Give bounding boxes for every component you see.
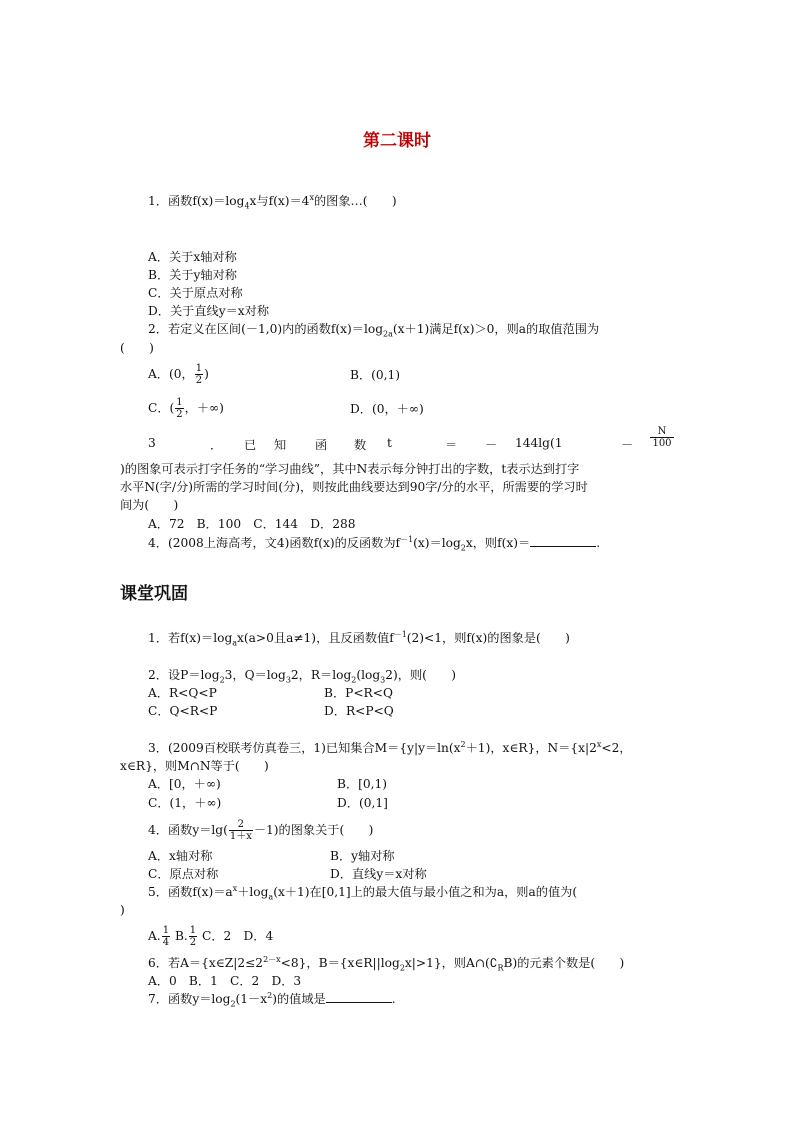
ex6-options: A．0 B．1 C．2 D．3 (148, 974, 302, 988)
q2-option-a: A．(0， $\frac{1}{2}$ ) (148, 363, 209, 386)
question-2-cont: ( ) (120, 341, 154, 355)
fraction: $\frac{1}{4}$ (162, 925, 170, 948)
fraction: $\frac{1}{2}$ (195, 363, 203, 386)
answer-blank (326, 991, 392, 1003)
exercise-2: 2．设$P=\log_23$，$Q=\log_32$，$R=\log_2(\log_32)$，则( ) (148, 668, 457, 685)
exercise-4: 4．函数y＝lg( $\frac{2}{1+x}$ －1)的图象关于( ) (148, 819, 374, 842)
q2-option-b: B．(0,1) (350, 368, 401, 382)
exercise-1: 1．若$f(x)=\log_ax(a>0$且a≠1)，且反函数值$f^{-1}(2)<1$，则f(x)的图象是( ) (148, 629, 570, 648)
ex3-option-b: B．[0,1) (337, 777, 388, 791)
fraction: $\frac{2}{1+x}$ (229, 819, 252, 842)
q3-options: A．72 B．100 C．144 D．288 (148, 517, 356, 531)
question-2: 2．若定义在区间(－1,0)内的函数$f(x)=\log_{2a}(x+1)$满足f(x)＞0，则a的取值范围为 (148, 322, 600, 339)
ex3-option-d: D．(0,1] (337, 796, 388, 810)
question-3-line4: 间为( ) (120, 498, 179, 512)
fraction: $\frac{N}{100}$ (650, 426, 674, 449)
exercise-6: 6．若$A=\{x\in Z|2\le 2^{2-x}<8\}$，$B=\{x\in R||\log_2x|>1\}$，则$A\cap(∁_RB)$的元素个数是( ) (148, 954, 625, 973)
q1-option-b: B．关于y轴对称 (148, 268, 237, 282)
question-3-line2: )的图象可表示打字任务的“学习曲线”，其中N表示每分钟打出的字数，t表示达到打字 (120, 462, 580, 476)
ex3-option-c: C．(1，＋∞) (148, 796, 222, 810)
ex2-option-a: A．R<Q<P (148, 686, 217, 700)
ex5-options: A. $\frac{1}{4}$ B. $\frac{1}{2}$ C．2 D．4 (148, 925, 274, 948)
q2-option-c: C．( $\frac{1}{2}$ ，＋∞) (148, 397, 224, 420)
ex4-option-b: B．y轴对称 (330, 849, 395, 863)
fraction: $\frac{1}{2}$ (189, 925, 197, 948)
q1-option-c: C．关于原点对称 (148, 286, 243, 300)
answer-blank (530, 535, 596, 547)
fraction: $\frac{1}{2}$ (176, 397, 183, 420)
question-1: 1．函数$f(x)=\log_4x$与$f(x)=4^x$的图象…( ) (148, 192, 397, 211)
q1-option-a: A．关于x轴对称 (148, 250, 237, 264)
exercise-7: 7．函数$y=\log_2(1-x^2)$的值域是 . (148, 990, 396, 1009)
section-title: 课堂巩固 (120, 584, 188, 604)
exercise-5-cont: ) (120, 903, 125, 917)
page-title: 第二课时 (363, 131, 431, 151)
q1-option-d: D．关于直线y＝x对称 (148, 304, 270, 318)
ex4-option-d: D．直线y＝x对称 (330, 867, 427, 881)
ex3-option-a: A．[0，＋∞) (148, 777, 221, 791)
ex2-option-d: D．R<P<Q (324, 704, 394, 718)
exercise-3: 3．(2009百校联考仿真卷三，1)已知集合$M=\{y|y=\ln(x^2+1)$，x∈R}，$N=\{x|2^x<2$， (148, 739, 632, 755)
exercise-5: 5．函数$f(x)=a^x+\log_a(x+1)$在[0,1]上的最大值与最小值之和为a，则a的值为( (148, 883, 578, 902)
exercise-3-cont: x∈R}，则M∩N等于( ) (120, 759, 269, 773)
ex2-option-c: C．Q<R<P (148, 704, 218, 718)
ex4-option-a: A．x轴对称 (148, 849, 213, 863)
ex2-option-b: B．P<R<Q (324, 686, 393, 700)
question-4: 4．(2008上海高考，文4)函数f(x)的反函数为$f^{-1}(x)=\log_2x$，则f(x)＝ . (148, 534, 601, 553)
ex4-option-c: C．原点对称 (148, 867, 219, 881)
question-3-line3: 水平N(字/分)所需的学习时间(分)，则按此曲线要达到90字/分的水平，所需要的学习时 (120, 480, 588, 494)
q2-option-d: D．(0，＋∞) (350, 402, 424, 416)
